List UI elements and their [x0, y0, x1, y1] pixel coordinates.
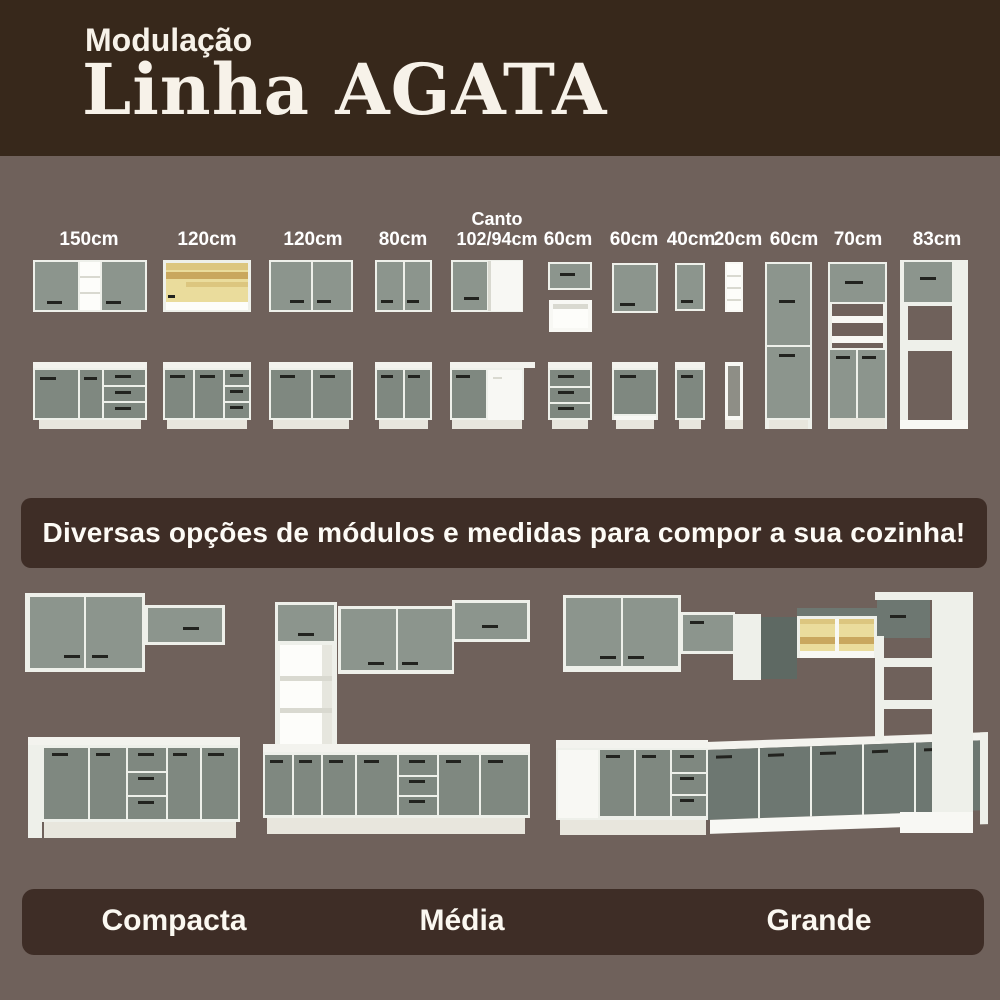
shape — [115, 407, 131, 410]
header-eyebrow: Modulação — [85, 22, 253, 58]
shape — [280, 676, 332, 681]
shape — [550, 370, 590, 418]
shape — [872, 750, 888, 754]
shape — [439, 755, 479, 815]
shape — [832, 316, 883, 323]
shape — [642, 755, 656, 758]
shape — [553, 304, 588, 328]
shape — [900, 260, 968, 306]
module-label-20cm: 20cm — [713, 229, 763, 250]
shape — [488, 760, 503, 763]
shape — [173, 753, 187, 756]
shape — [681, 300, 693, 303]
shape — [273, 420, 349, 429]
shape — [379, 420, 428, 429]
shape — [96, 753, 110, 756]
shape — [672, 794, 706, 796]
shape — [368, 662, 384, 665]
shape — [845, 281, 863, 284]
shape — [548, 262, 592, 290]
shape — [836, 356, 850, 359]
shape — [405, 370, 430, 418]
module-label-40cm: 40cm — [666, 229, 716, 250]
shape — [275, 602, 337, 752]
shape — [271, 262, 311, 310]
shape — [690, 621, 704, 624]
shape — [680, 777, 694, 780]
shape — [672, 772, 706, 774]
shape — [446, 760, 461, 763]
shape — [128, 748, 166, 819]
shape — [493, 377, 502, 379]
shape — [675, 263, 705, 311]
shape — [104, 401, 145, 403]
shape — [313, 370, 351, 418]
shape — [600, 750, 634, 816]
shape — [890, 615, 906, 618]
module-label-60cm-a: 60cm — [543, 229, 593, 250]
shape — [830, 264, 885, 302]
shape — [364, 760, 379, 763]
shape — [230, 390, 243, 393]
shape — [28, 745, 42, 838]
shape — [377, 370, 403, 418]
shape — [84, 377, 97, 380]
shape — [549, 300, 592, 332]
shape — [270, 760, 283, 763]
shape — [908, 340, 968, 351]
shape — [451, 260, 523, 312]
shape — [35, 262, 78, 310]
shape — [681, 375, 693, 378]
shape — [727, 275, 741, 277]
shape — [769, 420, 808, 429]
shape — [338, 606, 454, 674]
shape — [680, 755, 694, 758]
kitchen-size-grande: Grande — [766, 904, 872, 937]
shape — [758, 748, 760, 818]
shape — [399, 775, 437, 777]
shape — [706, 732, 988, 750]
shape — [628, 656, 644, 659]
shape — [138, 801, 154, 804]
shape — [269, 368, 353, 420]
shape — [558, 750, 598, 818]
shape — [186, 282, 248, 287]
module-label-70cm: 70cm — [833, 229, 883, 250]
shape — [163, 260, 251, 312]
shape — [672, 750, 706, 816]
shape — [862, 356, 876, 359]
shape — [64, 655, 80, 658]
shape — [166, 272, 248, 279]
shape — [548, 362, 592, 368]
shape — [115, 375, 131, 378]
shape — [450, 362, 535, 368]
shape — [797, 608, 877, 616]
shape — [877, 600, 930, 638]
shape — [267, 818, 525, 834]
shape — [904, 262, 952, 302]
shape — [329, 760, 343, 763]
shape — [167, 420, 247, 429]
shape — [614, 416, 656, 420]
shape — [558, 375, 574, 378]
shape — [163, 362, 251, 368]
shape — [168, 295, 175, 298]
shape — [102, 262, 145, 310]
shape — [456, 375, 470, 378]
shape — [862, 744, 864, 814]
module-label-60cm-c: 60cm — [769, 229, 819, 250]
shape — [230, 406, 243, 409]
shape — [145, 605, 225, 645]
shape — [932, 592, 973, 833]
shape — [138, 777, 154, 780]
shape — [33, 368, 147, 420]
shape — [104, 385, 145, 387]
shape — [835, 619, 839, 651]
shape — [298, 633, 314, 636]
shape — [265, 755, 292, 815]
shape — [681, 612, 735, 654]
shape — [900, 812, 973, 833]
banner-text: Diversas opções de módulos e medidas para compor a sua cozinha! — [42, 517, 966, 548]
shape — [612, 362, 658, 368]
shape — [550, 264, 590, 288]
shape — [875, 636, 884, 741]
shape — [115, 391, 131, 394]
shape — [208, 753, 224, 756]
canto-line-2: 102/94cm — [456, 229, 538, 249]
shape — [550, 386, 590, 388]
shape — [980, 732, 988, 824]
shape — [560, 273, 575, 276]
shape — [482, 625, 498, 628]
shape — [558, 391, 574, 394]
shape — [875, 592, 973, 600]
shape — [381, 300, 393, 303]
shape — [263, 752, 530, 818]
shape — [725, 362, 743, 420]
shape — [280, 375, 295, 378]
shape — [405, 262, 430, 310]
shape — [33, 362, 147, 368]
module-label-60cm-b: 60cm — [609, 229, 659, 250]
shape — [875, 700, 935, 709]
shape — [90, 748, 126, 819]
shape — [797, 616, 877, 658]
shape — [779, 300, 795, 303]
shape — [455, 603, 527, 639]
shape — [727, 264, 741, 310]
kitchen-sizes-bar — [22, 889, 984, 955]
shape — [52, 753, 68, 756]
module-label-150cm: 150cm — [59, 229, 119, 250]
shape — [278, 605, 334, 641]
shape — [452, 370, 486, 418]
shape — [683, 615, 733, 651]
shape — [377, 262, 403, 310]
shape — [168, 748, 200, 819]
shape — [165, 370, 193, 418]
shape — [453, 262, 487, 310]
shape — [323, 755, 355, 815]
shape — [680, 799, 694, 802]
shape — [399, 795, 437, 797]
shape — [408, 375, 420, 378]
shape — [932, 748, 973, 833]
shape — [767, 264, 810, 345]
shape — [550, 402, 590, 404]
shape — [225, 385, 249, 387]
shape — [263, 744, 530, 752]
module-label-120cm-b: 120cm — [283, 229, 343, 250]
shape — [357, 755, 397, 815]
shape — [230, 374, 243, 377]
shape — [768, 753, 784, 757]
shape — [563, 595, 681, 672]
shape — [556, 748, 708, 820]
shape — [481, 755, 528, 815]
shape — [148, 608, 222, 642]
shape — [33, 260, 147, 312]
kitchen-size-media: Média — [419, 904, 505, 937]
module-size-labels — [0, 0, 1000, 260]
shape — [280, 708, 332, 713]
shape — [464, 297, 479, 300]
shape — [727, 287, 741, 289]
shape — [832, 336, 883, 343]
shape — [398, 609, 452, 670]
shape — [166, 263, 248, 270]
shape — [858, 350, 885, 418]
shape — [44, 748, 88, 819]
shape — [675, 362, 705, 368]
module-label-80cm: 80cm — [378, 229, 428, 250]
shape — [765, 262, 812, 429]
shape — [767, 347, 810, 418]
shape — [488, 370, 522, 420]
shape — [280, 645, 332, 748]
shape — [450, 368, 524, 420]
shape — [299, 760, 312, 763]
shape — [269, 362, 353, 368]
shape — [399, 755, 437, 815]
shape — [675, 368, 705, 420]
shape — [548, 368, 592, 420]
shape — [44, 822, 236, 838]
shape — [710, 811, 972, 834]
shape — [313, 262, 351, 310]
shape — [612, 263, 658, 313]
shape — [317, 300, 331, 303]
shape — [623, 598, 678, 666]
shape — [725, 420, 743, 429]
shape — [47, 301, 62, 304]
shape — [924, 748, 940, 752]
shape — [39, 420, 141, 429]
shape — [320, 375, 335, 378]
shape — [566, 598, 621, 666]
shape — [225, 370, 249, 418]
shape — [727, 299, 741, 301]
shape — [40, 377, 56, 380]
kitchen-grande-base-right-run — [706, 732, 988, 837]
shape — [606, 755, 620, 758]
shape — [636, 750, 670, 816]
shape — [294, 755, 321, 815]
shape — [900, 420, 968, 429]
shape — [375, 260, 432, 312]
shape — [25, 593, 145, 672]
shape — [341, 609, 396, 670]
shape — [620, 375, 636, 378]
kitchen-size-compacta: Compacta — [101, 904, 247, 937]
module-label-120cm-a: 120cm — [177, 229, 237, 250]
shape — [560, 820, 706, 835]
shape — [553, 304, 588, 309]
shape — [200, 375, 215, 378]
shape — [106, 301, 121, 304]
shape — [202, 748, 238, 819]
shape — [761, 617, 797, 679]
shape — [163, 368, 251, 420]
shape — [381, 375, 393, 378]
shape — [409, 780, 425, 783]
shape — [830, 350, 856, 418]
shape — [600, 656, 616, 659]
shape — [375, 368, 432, 420]
shape — [166, 263, 248, 302]
shape — [725, 262, 743, 312]
shape — [679, 420, 701, 429]
shape — [810, 746, 812, 816]
shape — [409, 800, 425, 803]
shape — [128, 795, 166, 797]
shape — [875, 658, 935, 667]
shape — [800, 619, 874, 651]
shape — [42, 745, 240, 822]
shape — [832, 304, 883, 348]
shape — [728, 366, 740, 416]
shape — [80, 262, 100, 310]
shape — [138, 753, 154, 756]
shape — [128, 771, 166, 773]
shape — [375, 362, 432, 368]
shape — [706, 740, 980, 820]
shape — [677, 265, 703, 309]
shape — [271, 370, 311, 418]
shape — [104, 370, 145, 418]
shape — [409, 760, 425, 763]
shape — [558, 407, 574, 410]
shape — [407, 300, 419, 303]
shape — [86, 597, 142, 668]
shape — [800, 651, 874, 658]
shape — [828, 262, 887, 429]
shape — [616, 420, 654, 429]
module-label-83cm: 83cm — [912, 229, 962, 250]
shape — [900, 260, 908, 429]
shape — [80, 370, 102, 418]
shape — [830, 418, 885, 429]
shape — [914, 743, 916, 813]
shape — [166, 302, 248, 310]
shape — [620, 303, 635, 306]
shape — [920, 277, 936, 280]
page-title: Linha AGATA — [82, 48, 608, 131]
shape — [556, 740, 708, 748]
shape — [195, 370, 223, 418]
shape — [800, 619, 874, 624]
shape — [820, 751, 836, 755]
shape — [677, 370, 703, 418]
shape — [35, 370, 78, 418]
shape — [225, 401, 249, 403]
shape — [733, 614, 761, 680]
shape — [80, 276, 100, 278]
shape — [452, 420, 522, 429]
shape — [488, 261, 491, 311]
shape — [614, 370, 656, 414]
shape — [402, 662, 418, 665]
shape — [452, 600, 530, 642]
shape — [322, 645, 332, 748]
shape — [290, 300, 304, 303]
shape — [28, 737, 240, 745]
shape — [488, 261, 522, 311]
shape — [716, 755, 732, 759]
shape — [30, 597, 84, 668]
banner — [21, 498, 987, 568]
shape — [170, 375, 185, 378]
shape — [183, 627, 199, 630]
shape — [80, 292, 100, 294]
shape — [952, 260, 968, 429]
shape — [269, 260, 353, 312]
shape — [614, 265, 656, 311]
shape — [779, 354, 795, 357]
shape — [92, 655, 108, 658]
shape — [552, 420, 588, 429]
shape — [800, 637, 874, 644]
canto-line-1: Canto — [471, 209, 523, 229]
shape — [612, 368, 658, 420]
